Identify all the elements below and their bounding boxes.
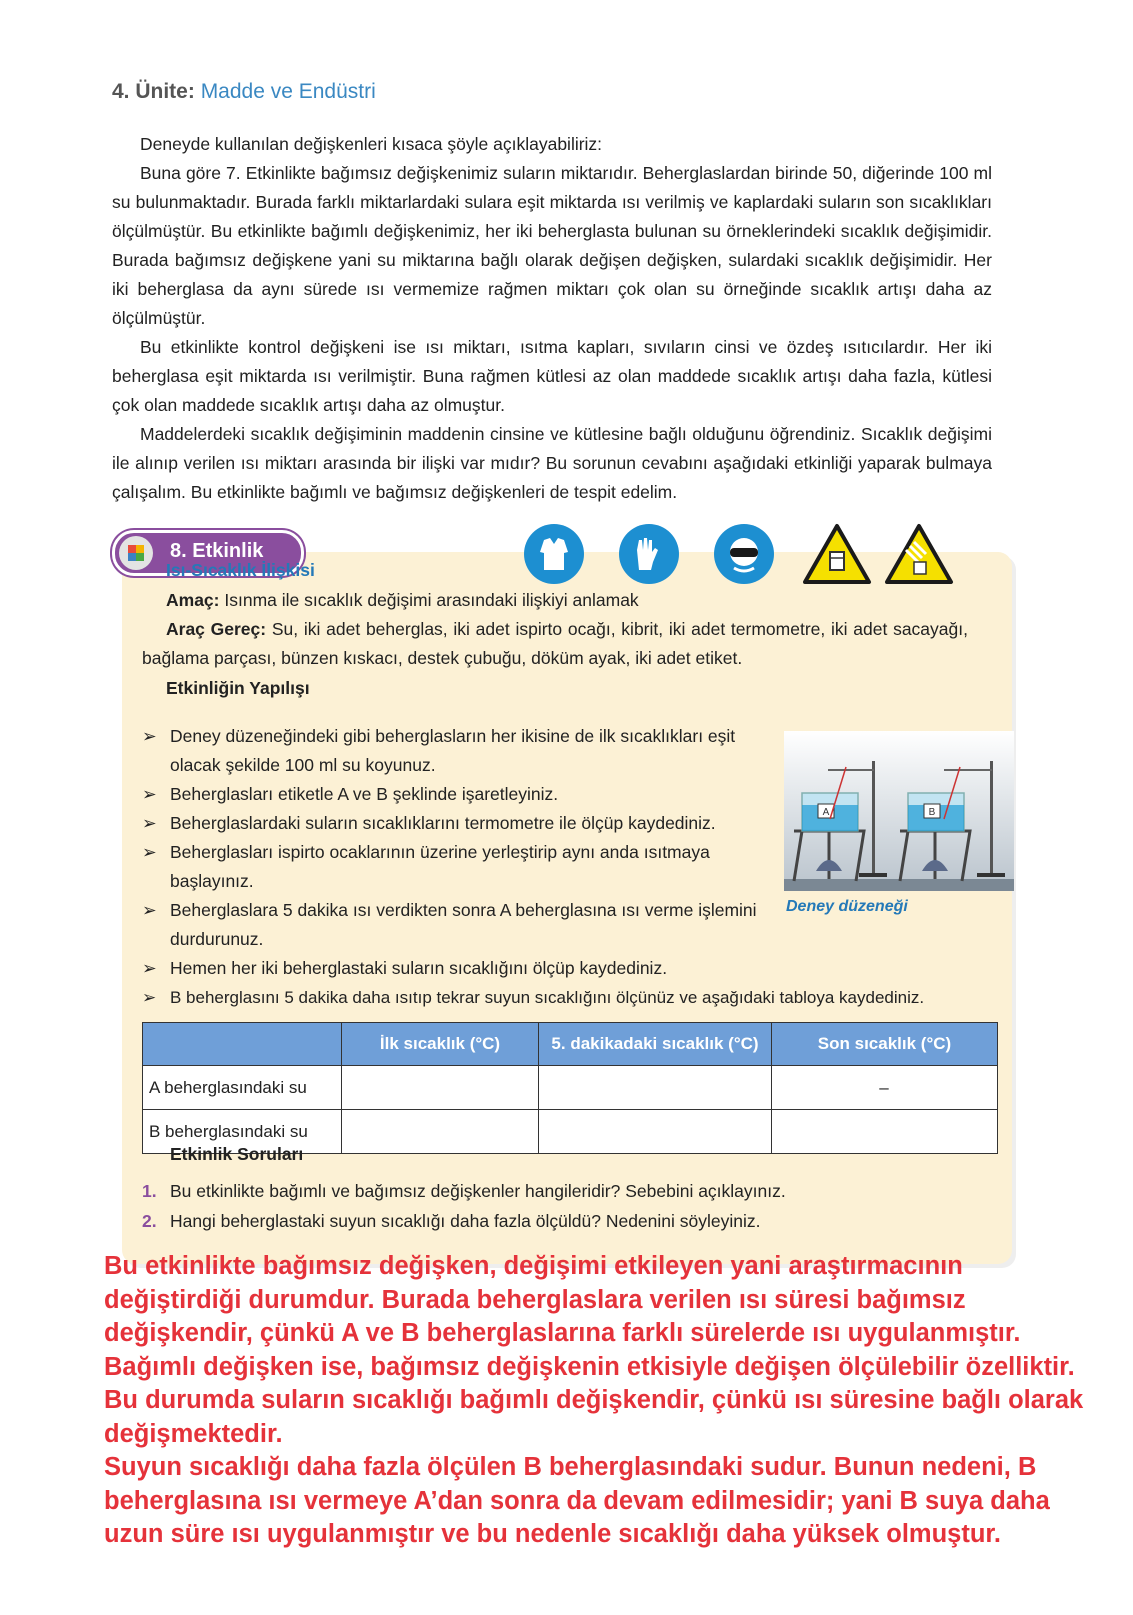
- activity-logo-icon: [119, 536, 153, 570]
- arrow-bullet-icon: ➢: [142, 842, 157, 862]
- unit-title: Madde ve Endüstri: [200, 80, 376, 103]
- questions-title: Etkinlik Soruları: [170, 1144, 304, 1164]
- materials-text: Su, iki adet beherglas, iki adet ispirto ocağı, kibrit, iki adet termometre, iki adet sacayağı, bağlama parçası, bünzen kıskacı, destek çubuğu, döküm ayak, iki adet etiket.: [142, 619, 968, 668]
- intro-paragraph: Bu etkinlikte kontrol değişkeni ise ısı miktarı, ısıtma kapları, sıvıların cinsi ve özdeş ısıtıcılardır. Her iki beherglasa eşit miktarda ısı verilmiştir. Buna rağmen kütlesi az olan maddede sıcaklık artışı daha fazla, kütlesi çok olan maddede sıcaklık artışı daha az olmuştur.: [112, 337, 992, 415]
- procedure-step: ➢ Beherglaslara 5 dakika ısı verdikten sonra A beherglasına ısı verme işlemini durdurunuz.: [142, 896, 760, 954]
- question-item: [142, 1206, 982, 1236]
- experiment-setup-figure: [784, 731, 1014, 891]
- procedure-step: ➢ B beherglasını 5 dakika daha ısıtıp tekrar suyun sıcaklığını ölçünüz ve aşağıdaki tabloya kaydediniz.: [142, 983, 1010, 1012]
- question-item: [142, 1176, 982, 1206]
- activity-aim: [166, 586, 1016, 615]
- table-header-cell: İlk sıcaklık (°C): [342, 1023, 539, 1066]
- table-row: [143, 1066, 998, 1110]
- question-text: Hangi beherglastaki suyun sıcaklığı daha fazla ölçüldü? Nedenini söyleyiniz.: [170, 1211, 761, 1231]
- results-table: [142, 1022, 998, 1154]
- aim-text: Isınma ile sıcaklık değişimi arasındaki ilişkiyi anlamak: [224, 590, 639, 610]
- table-header-cell: [143, 1023, 342, 1066]
- activity-badge-label: 8. Etkinlik: [170, 540, 264, 562]
- intro-paragraph: Maddelerdeki sıcaklık değişiminin maddenin cinsine ve kütlesine bağlı olduğunu öğrendiniz. Sıcaklık değişimi ile alınıp verilen ısı miktarı arasında bir ilişki var mıdır? Bu sorunun cevabını aşağıdaki etkinliği yaparak bulmaya çalışalım. Bu etkinlikte bağımlı ve bağımsız değişkenleri de tespit edelim.: [112, 424, 992, 502]
- procedure-step: ➢ Beherglasları ispirto ocaklarının üzerine yerleştirip aynı anda ısıtmaya başlayınız.: [142, 838, 770, 896]
- procedure-step: ➢ Deney düzeneğindeki gibi beherglasların her ikisine de ilk sıcaklıkları eşit olacak şekilde 100 ml su koyunuz.: [142, 722, 750, 780]
- table-cell[interactable]: [342, 1066, 539, 1110]
- beaker-a-label: A: [822, 807, 830, 818]
- arrow-bullet-icon: ➢: [142, 900, 157, 920]
- beaker-b-label: B: [928, 807, 936, 818]
- answer-text: [104, 1250, 1084, 1552]
- intro-text: [112, 130, 992, 507]
- question-text: Bu etkinlikte bağımlı ve bağımsız değişkenler hangileridir? Sebebini açıklayınız.: [170, 1181, 786, 1201]
- figure-caption: Deney düzeneği: [786, 898, 908, 915]
- procedure-title: Etkinliğin Yapılışı: [166, 678, 310, 698]
- answer-paragraph: Suyun sıcaklığı daha fazla ölçülen B beherglasındaki sudur. Bunun nedeni, B beherglasına ısı vermeye A’dan sonra da devam edilmesidir; yani B suya daha uzun süre ısı uygulanmıştır ve bu nedenle sıcaklığı daha yüksek olmuştur.: [104, 1453, 1050, 1548]
- question-number: 2.: [142, 1211, 157, 1231]
- procedure-step: ➢ Hemen her iki beherglastaki suların sıcaklığını ölçüp kaydediniz.: [142, 954, 1010, 983]
- table-header-cell: 5. dakikadaki sıcaklık (°C): [539, 1023, 772, 1066]
- procedure-step: ➢ Beherglaslardaki suların sıcaklıklarını termometre ile ölçüp kaydediniz.: [142, 809, 770, 838]
- activity-subtitle: Isı-Sıcaklık İlişkisi: [166, 560, 315, 580]
- arrow-bullet-icon: ➢: [142, 813, 157, 833]
- answer-paragraph: Bu etkinlikte bağımsız değişken, değişimi etkileyen yani araştırmacının değiştirdiği durumdur. Burada beherglaslara verilen ısı süresi bağımsız değişkendir, çünkü A ve B beherglaslarına farklı sürelerde ısı uygulanmıştır. Bağımlı değişken ise, bağımsız değişkenin etkisiyle değişen ölçülebilir özelliktir. Bu durumda suların sıcaklığı bağımlı değişkendir, çünkü ısı süresine bağlı olarak değişmektedir.: [104, 1252, 1084, 1448]
- arrow-bullet-icon: ➢: [142, 784, 157, 804]
- table-header-cell: Son sıcaklık (°C): [772, 1023, 998, 1066]
- activity-materials: [142, 615, 968, 673]
- intro-paragraph: Buna göre 7. Etkinlikte bağımsız değişkenimiz suların miktarıdır. Beherglaslardan birinde 50, diğerinde 100 ml su bulunmaktadır. Burada farklı miktarlardaki sulara eşit miktarda ısı verilmiş ve kaplardaki suların son sıcaklıkları ölçülmüştür. Bu etkinlikte bağımlı değişkenimiz, her iki beherglasta bulunan su örneklerindeki sıcaklık değişimidir. Burada bağımsız değişkene yani su miktarına bağlı olarak değişen değişken, sulardaki sıcaklık değişimidir. Her iki beherglasa da aynı sürede ısı vermemize rağmen miktarı çok olan su örneğinde sıcaklık artışı daha az ölçülmüştür.: [112, 163, 992, 328]
- unit-header: [112, 80, 376, 104]
- activity-questions: [142, 1176, 982, 1236]
- table-cell: –: [772, 1066, 998, 1110]
- arrow-bullet-icon: ➢: [142, 988, 157, 1007]
- table-header-row: [143, 1023, 998, 1066]
- unit-number: 4. Ünite:: [112, 80, 195, 103]
- table-cell: B beherglasındaki su: [143, 1110, 342, 1154]
- arrow-bullet-icon: ➢: [142, 726, 157, 746]
- table-cell: A beherglasındaki su: [143, 1066, 342, 1110]
- materials-label: Araç Gereç:: [166, 619, 267, 639]
- aim-label: Amaç:: [166, 590, 220, 610]
- procedure-step: ➢ Beherglasları etiketle A ve B şeklinde işaretleyiniz.: [142, 780, 770, 809]
- question-number: 1.: [142, 1181, 157, 1201]
- intro-paragraph: Deneyde kullanılan değişkenleri kısaca şöyle açıklayabiliriz:: [140, 134, 603, 154]
- arrow-bullet-icon: ➢: [142, 958, 157, 978]
- table-cell[interactable]: [539, 1066, 772, 1110]
